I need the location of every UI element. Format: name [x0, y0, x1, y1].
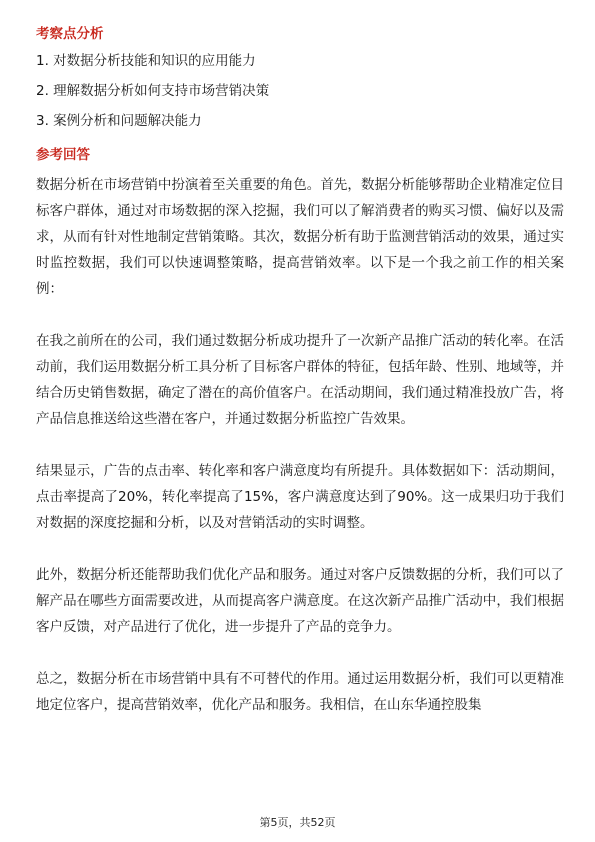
answer-paragraph: 此外，数据分析还能帮助我们优化产品和服务。通过对客户反馈数据的分析，我们可以了解产品在哪些方面需要改进，从而提高客户满意度。在这次新产品推广活动中，我们根据客户反馈，对产品进行了优化，进一步提升了产品的竞争力。	[36, 567, 564, 635]
answer-paragraph: 数据分析在市场营销中扮演着至关重要的角色。首先，数据分析能够帮助企业精准定位目标客户群体，通过对市场数据的深入挖掘，我们可以了解消费者的购买习惯、偏好以及需求，从而有针对性地制定营销策略。其次，数据分析有助于监测营销活动的效果，通过实时监控数据，我们可以快速调整策略，提高营销效率。以下是一个我之前工作的相关案例：	[36, 177, 564, 297]
answer-paragraph: 在我之前所在的公司，我们通过数据分析成功提升了一次新产品推广活动的转化率。在活动前，我们运用数据分析工具分析了目标客户群体的特征，包括年龄、性别、地域等，并结合历史销售数据，确定了潜在的高价值客户。在活动期间，我们通过精准投放广告，将产品信息推送给这些潜在客户，并通过数据分析监控广告效果。	[36, 333, 564, 427]
analysis-points-list	[36, 52, 269, 130]
list-item: 3. 案例分析和问题解决能力	[36, 113, 202, 129]
page-number-footer: 第5页，共52页	[259, 816, 336, 829]
list-item: 1. 对数据分析技能和知识的应用能力	[36, 53, 256, 69]
answer-paragraph: 结果显示，广告的点击率、转化率和客户满意度均有所提升。具体数据如下：活动期间，点击率提高了20%，转化率提高了15%，客户满意度达到了90%。这一成果归功于我们对数据的深度挖掘和分析，以及对营销活动的实时调整。	[36, 463, 564, 531]
list-item: 2. 理解数据分析如何支持市场营销决策	[36, 83, 270, 99]
answer-paragraph: 总之，数据分析在市场营销中具有不可替代的作用。通过运用数据分析，我们可以更精准地定位客户，提高营销效率，优化产品和服务。我相信，在山东华通控股集	[36, 671, 564, 713]
section-heading-reference-answer: 参考回答	[36, 147, 90, 163]
section-heading-analysis: 考察点分析	[36, 26, 104, 42]
reference-answer-body	[36, 172, 564, 718]
